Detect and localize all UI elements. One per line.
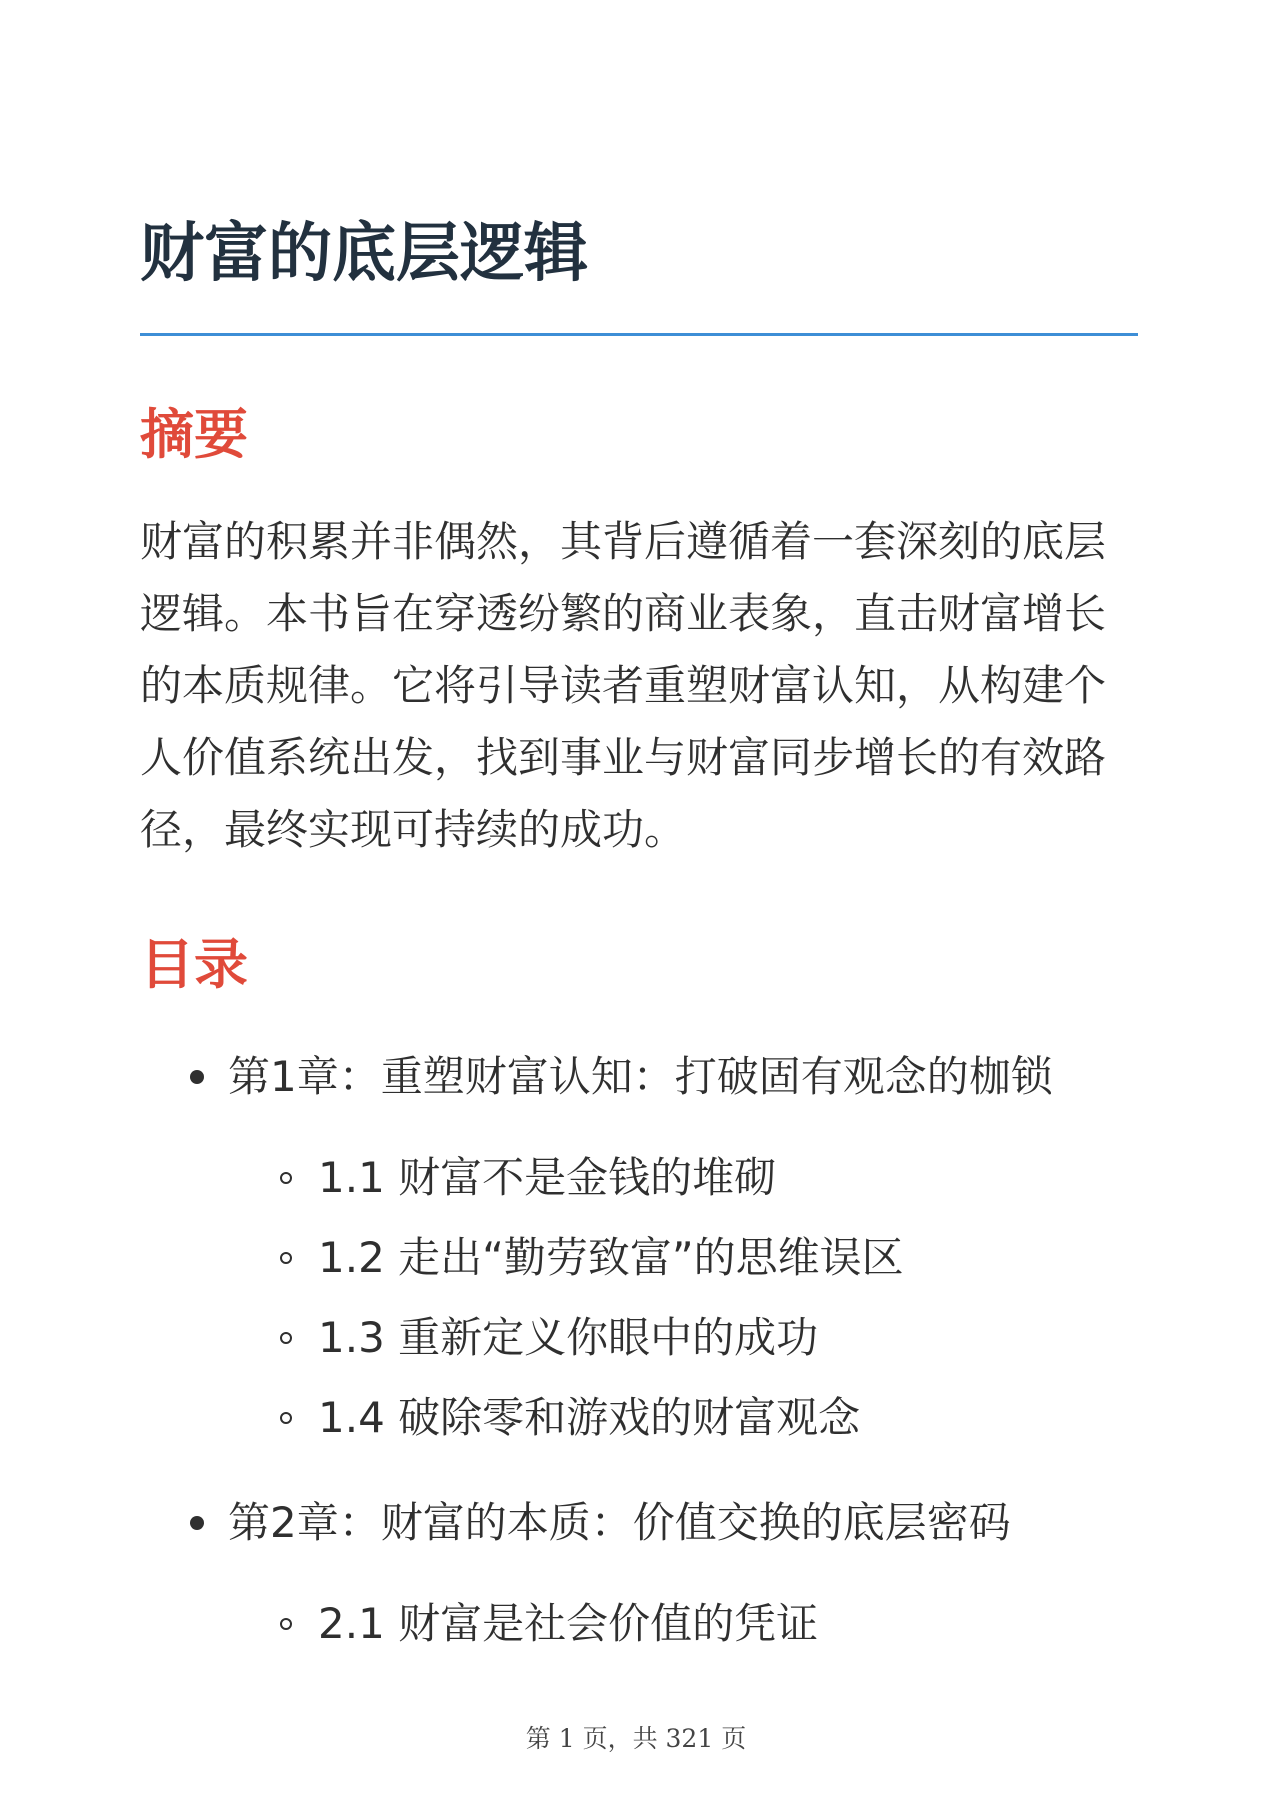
- toc-item-1-3[interactable]: 1.3 重新定义你眼中的成功: [318, 1313, 819, 1362]
- toc-item-1-4[interactable]: 1.4 破除零和游戏的财富观念: [318, 1393, 861, 1442]
- title-divider: [140, 333, 1138, 336]
- page-footer: 第 1 页，共 321 页: [525, 1724, 747, 1753]
- toc-item-1-2[interactable]: 1.2 走出“勤劳致富”的思维误区: [318, 1233, 904, 1282]
- toc-item-2-1[interactable]: 2.1 财富是社会价值的凭证: [318, 1599, 819, 1648]
- bullet-circle-icon: [280, 1172, 292, 1184]
- toc-heading: 目录: [140, 933, 248, 996]
- summary-heading: 摘要: [140, 403, 248, 466]
- document-title: 财富的底层逻辑: [140, 217, 588, 291]
- toc-chapter-2[interactable]: 第2章：财富的本质：价值交换的底层密码: [228, 1498, 1011, 1547]
- bullet-circle-icon: [280, 1618, 292, 1630]
- bullet-circle-icon: [280, 1332, 292, 1344]
- bullet-disc-icon: [190, 1070, 204, 1084]
- bullet-circle-icon: [280, 1412, 292, 1424]
- toc-chapter-1[interactable]: 第1章：重塑财富认知：打破固有观念的枷锁: [228, 1052, 1053, 1101]
- bullet-circle-icon: [280, 1252, 292, 1264]
- bullet-disc-icon: [190, 1516, 204, 1530]
- summary-paragraph: 财富的积累并非偶然，其背后遵循着一套深刻的底层逻辑。本书旨在穿透纷繁的商业表象，直击财富增长的本质规律。它将引导读者重塑财富认知，从构建个人价值系统出发，找到事业与财富同步增长的有效路径，最终实现可持续的成功。: [140, 517, 1107, 854]
- toc-item-1-1[interactable]: 1.1 财富不是金钱的堆砌: [318, 1153, 777, 1202]
